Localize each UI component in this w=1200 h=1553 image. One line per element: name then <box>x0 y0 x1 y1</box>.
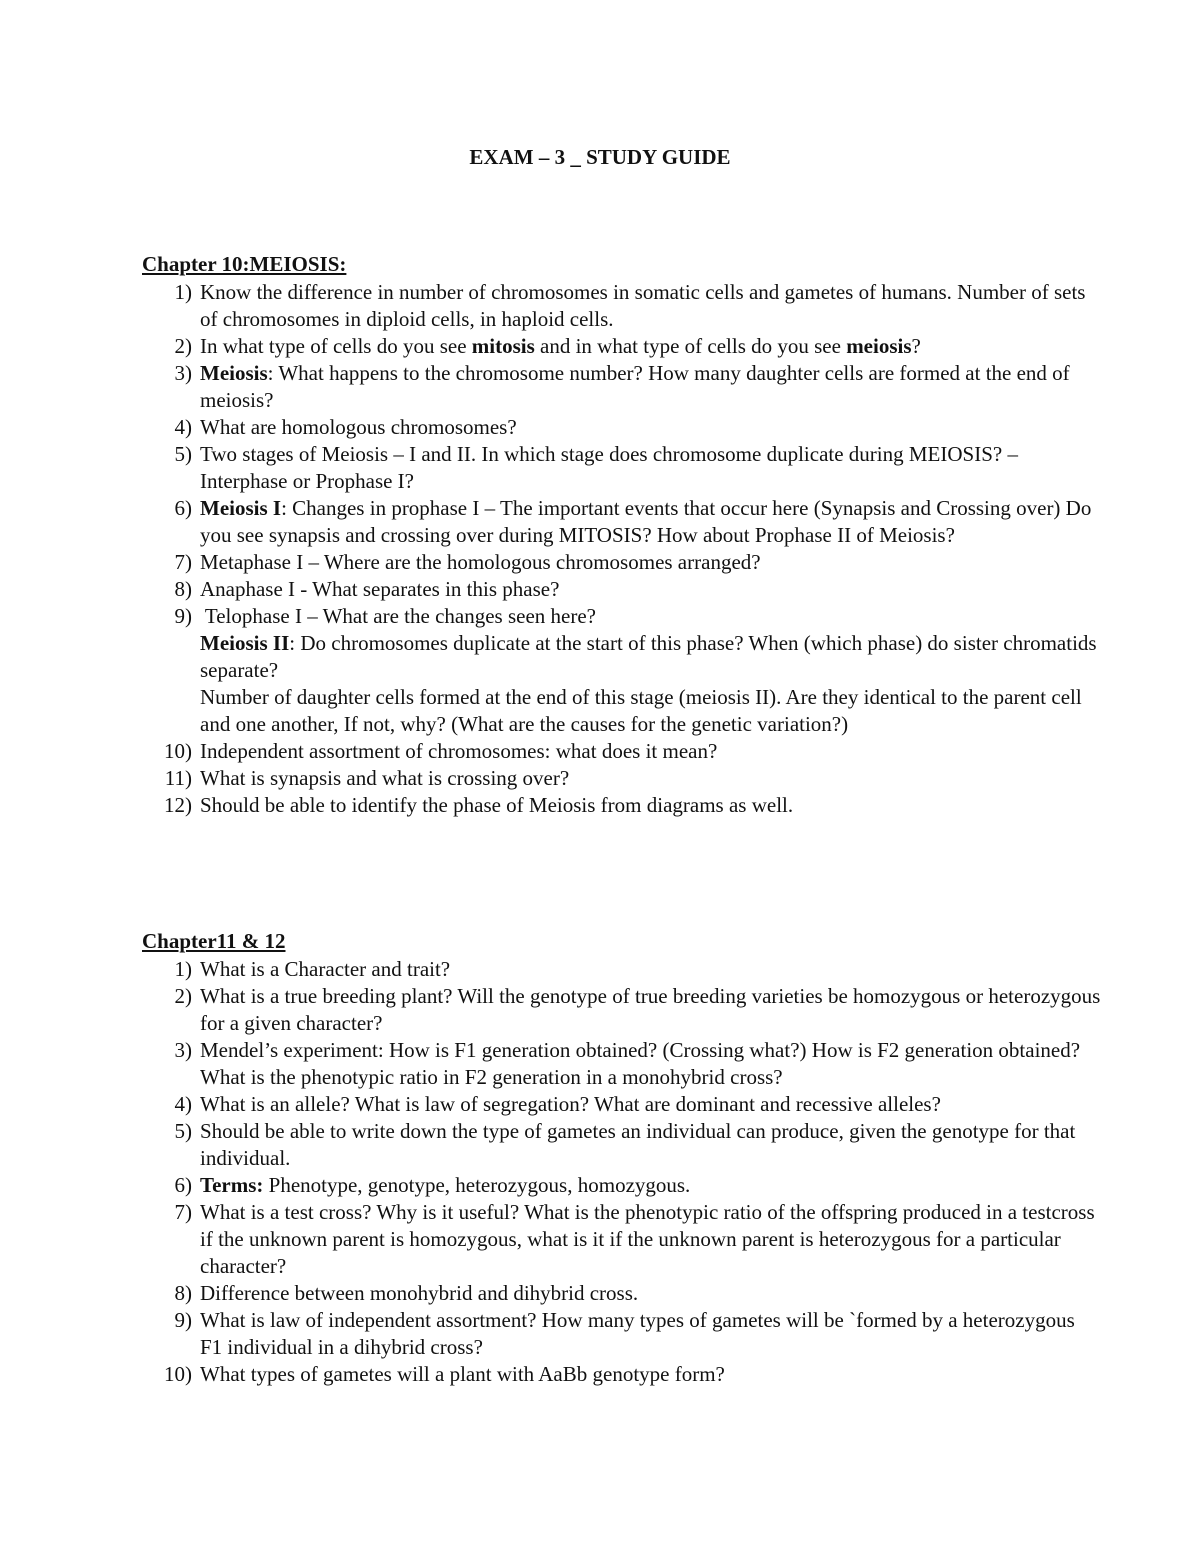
item-number: 6) <box>174 496 192 520</box>
item-text: Independent assortment of chromosomes: what does it mean? <box>200 739 718 763</box>
item-text: Metaphase I – Where are the homologous chromosomes arranged? <box>200 550 761 574</box>
item-text: What is a test cross? Why is it useful? What is the phenotypic ratio of the offspring produced in a testcross if the unknown parent is homozygous, what is it if the unknown parent is heterozygous for a particular character? <box>200 1200 1095 1278</box>
chapter-10-list <box>142 279 1102 819</box>
list-item <box>142 495 1102 549</box>
item-text: What is a Character and trait? <box>200 957 451 981</box>
list-item <box>142 983 1102 1037</box>
list-item <box>142 1172 1102 1199</box>
item-number: 7) <box>174 1200 192 1224</box>
item-number: 8) <box>174 1281 192 1305</box>
item-text: What is synapsis and what is crossing over? <box>200 766 570 790</box>
item-text: What is law of independent assortment? How many types of gametes will be `formed by a heterozygous F1 individual in a dihybrid cross? <box>200 1308 1075 1359</box>
list-item <box>142 1199 1102 1280</box>
list-item <box>142 279 1102 333</box>
item-number: 10) <box>164 739 192 763</box>
item-number: 9) <box>174 1308 192 1332</box>
item-number: 4) <box>174 415 192 439</box>
item-text: What is an allele? What is law of segregation? What are dominant and recessive alleles? <box>200 1092 941 1116</box>
chapter-11-12-heading: Chapter11 & 12 <box>142 929 286 953</box>
item-text: Meiosis I: Changes in prophase I – The important events that occur here (Synapsis and Crossing over) Do you see synapsis and crossing over during MITOSIS? How about Prophase II of Meiosis? <box>200 496 1092 547</box>
meiosis-ii-note: Meiosis II: Do chromosomes duplicate at the start of this phase? When (which phase) do sister chromatids separate? <box>200 631 1097 682</box>
list-item <box>142 1091 1102 1118</box>
list-item <box>142 1118 1102 1172</box>
item-number: 1) <box>174 280 192 304</box>
item-text: Telophase I – What are the changes seen here? <box>200 604 596 628</box>
list-item <box>142 549 1102 576</box>
list-item <box>142 603 1102 630</box>
item-text: Should be able to write down the type of gametes an individual can produce, given the genotype for that individual. <box>200 1119 1076 1170</box>
item-number: 8) <box>174 577 192 601</box>
list-item <box>142 441 1102 495</box>
item-number: 1) <box>174 957 192 981</box>
list-item <box>142 576 1102 603</box>
item-number: 3) <box>174 1038 192 1062</box>
item-text: What types of gametes will a plant with AaBb genotype form? <box>200 1362 725 1386</box>
item-text: What are homologous chromosomes? <box>200 415 517 439</box>
item-number: 5) <box>174 442 192 466</box>
list-item <box>142 1307 1102 1361</box>
item-number: 2) <box>174 984 192 1008</box>
meiosis-ii-note-2: Number of daughter cells formed at the end of this stage (meiosis II). Are they identical to the parent cell and one another, If not, why? (What are the causes for the genetic variation?) <box>200 685 1082 736</box>
item-text: Mendel’s experiment: How is F1 generation obtained? (Crossing what?) How is F2 generation obtained? What is the phenotypic ratio in F2 generation in a monohybrid cross? <box>200 1038 1081 1089</box>
item-number: 5) <box>174 1119 192 1143</box>
item-text: Terms: Phenotype, genotype, heterozygous, homozygous. <box>200 1173 691 1197</box>
item-text: In what type of cells do you see mitosis and in what type of cells do you see meiosis? <box>200 334 921 358</box>
chapter-10-heading: Chapter 10:MEIOSIS: <box>142 252 347 276</box>
list-item <box>142 333 1102 360</box>
item-number: 2) <box>174 334 192 358</box>
item-text: Meiosis: What happens to the chromosome number? How many daughter cells are formed at the end of meiosis? <box>200 361 1070 412</box>
list-item <box>142 1361 1102 1388</box>
item-text: Two stages of Meiosis – I and II. In which stage does chromosome duplicate during MEIOSIS? – Interphase or Prophase I? <box>200 442 1018 493</box>
item-number: 4) <box>174 1092 192 1116</box>
item-number: 6) <box>174 1173 192 1197</box>
chapter-11-12-list <box>142 956 1102 1388</box>
list-item <box>142 1280 1102 1307</box>
item-text: Should be able to identify the phase of Meiosis from diagrams as well. <box>200 793 794 817</box>
page-title: EXAM – 3 _ STUDY GUIDE <box>469 145 731 169</box>
list-item <box>142 360 1102 414</box>
list-item <box>142 765 1102 792</box>
item-text: What is a true breeding plant? Will the genotype of true breeding varieties be homozygous or heterozygous for a given character? <box>200 984 1101 1035</box>
item-number: 10) <box>164 1362 192 1386</box>
list-item <box>142 792 1102 819</box>
item-text: Difference between monohybrid and dihybrid cross. <box>200 1281 639 1305</box>
list-item <box>142 1037 1102 1091</box>
list-item <box>142 956 1102 983</box>
item-number: 7) <box>174 550 192 574</box>
item-number: 3) <box>174 361 192 385</box>
list-item <box>142 738 1102 765</box>
item-number: 12) <box>164 793 192 817</box>
item-number: 11) <box>164 766 192 790</box>
list-item <box>142 414 1102 441</box>
item-text: Anaphase I - What separates in this phase? <box>200 577 560 601</box>
item-text: Know the difference in number of chromosomes in somatic cells and gametes of humans. Number of sets of chromosomes in diploid cells, in haploid cells. <box>200 280 1086 331</box>
item-number: 9) <box>174 604 192 628</box>
